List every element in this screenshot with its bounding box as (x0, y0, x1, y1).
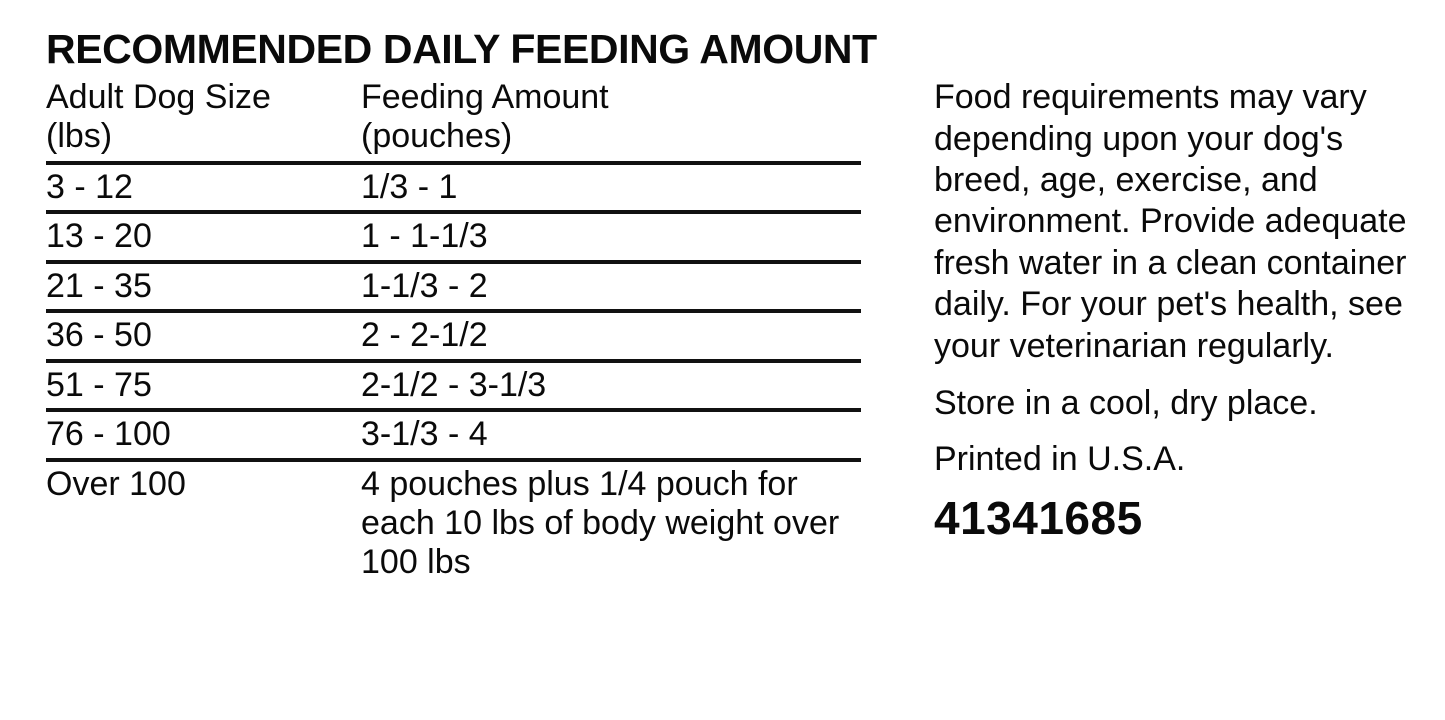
cell-dog-size: 21 - 35 (46, 262, 361, 311)
table-row (46, 212, 861, 261)
cell-feeding-amount: 1-1/3 - 2 (361, 262, 861, 311)
food-requirements-note: Food requirements may vary depending upon your dog's breed, age, exercise, and environment. Provide adequate fresh water in a clean container daily. For your pet's health, see your veterinarian regularly. (934, 78, 1407, 365)
table-row (46, 361, 861, 410)
table-row (46, 163, 861, 212)
notes-column (876, 77, 1411, 543)
cell-dog-size: Over 100 (46, 464, 186, 503)
cell-feeding-amount: 1 - 1-1/3 (361, 212, 861, 261)
column-header-feeding-amount-line1: Feeding Amount (361, 78, 609, 117)
page-title: RECOMMENDED DAILY FEEDING AMOUNT (46, 26, 877, 72)
printed-in-note: Printed in U.S.A. (934, 439, 1186, 478)
column-header-dog-size (46, 77, 361, 163)
product-code: 41341685 (934, 492, 1143, 545)
table-header-row (46, 77, 861, 163)
feeding-amount-table (46, 77, 861, 586)
column-header-feeding-amount (361, 77, 861, 163)
cell-dog-size: 3 - 12 (46, 163, 361, 212)
cell-feeding-amount: 1/3 - 1 (361, 163, 861, 212)
cell-dog-size: 76 - 100 (46, 410, 361, 459)
table-row (46, 410, 861, 459)
storage-note: Store in a cool, dry place. (934, 384, 1318, 423)
cell-feeding-amount: 2 - 2-1/2 (361, 311, 861, 360)
cell-dog-size: 51 - 75 (46, 361, 361, 410)
table-row (46, 262, 861, 311)
table-body (46, 163, 861, 586)
table-header (46, 77, 861, 163)
table-row (46, 460, 861, 586)
column-header-dog-size-line2: (lbs) (46, 117, 113, 156)
cell-feeding-amount: 4 pouches plus 1/4 pouch for each 10 lbs of body weight over 100 lbs (361, 464, 840, 582)
feeding-table-column (46, 77, 876, 586)
label-columns (46, 77, 1411, 586)
cell-dog-size: 13 - 20 (46, 212, 361, 261)
column-header-dog-size-line1: Adult Dog Size (46, 78, 271, 117)
cell-feeding-amount: 2-1/2 - 3-1/3 (361, 361, 861, 410)
table-row (46, 311, 861, 360)
column-header-feeding-amount-line2: (pouches) (361, 117, 513, 156)
cell-dog-size: 36 - 50 (46, 311, 361, 360)
cell-feeding-amount: 3-1/3 - 4 (361, 410, 861, 459)
